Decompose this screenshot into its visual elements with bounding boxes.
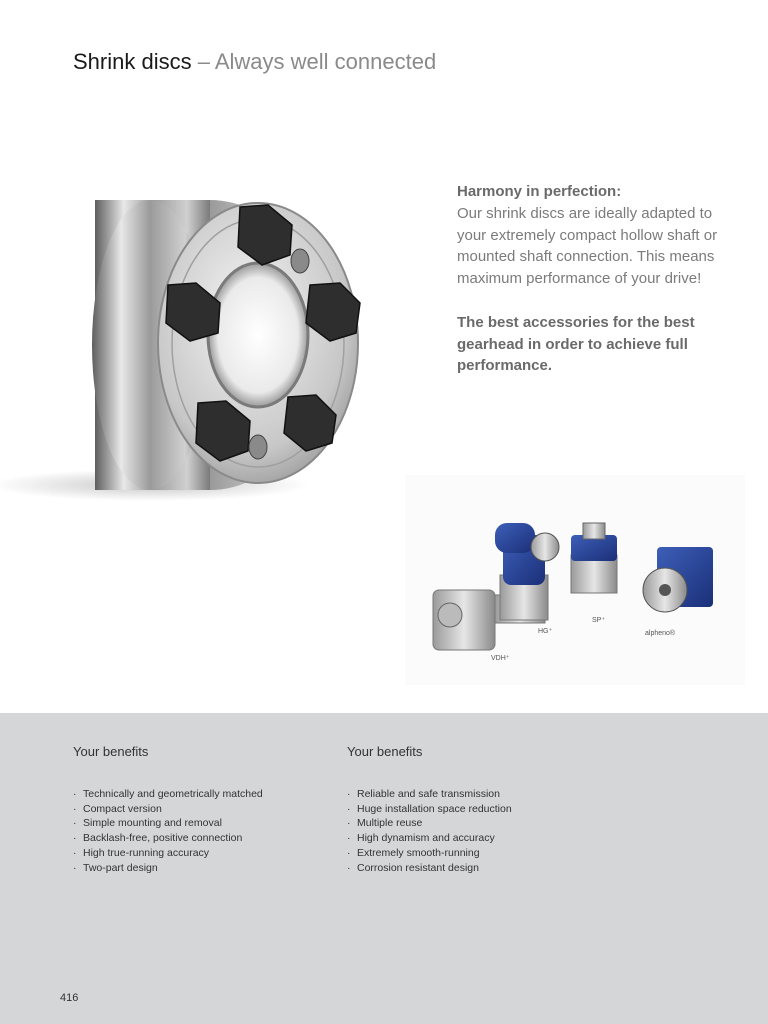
intro-body: Our shrink discs are ideally adapted to your extremely compact hollow shaft or mounted shaft connection. This means maximum performance of your drive! — [457, 204, 718, 288]
gearheads-illustration — [405, 475, 745, 685]
benefits-panel — [0, 713, 768, 1024]
list-item: · High dynamism and accuracy — [347, 832, 495, 845]
list-item: · Compact version — [73, 802, 162, 815]
benefits-right-title: Your benefits — [347, 744, 423, 759]
list-item: · Extremely smooth-running — [347, 846, 480, 859]
list-item: · Simple mounting and removal — [73, 817, 222, 830]
list-item: · Reliable and safe transmission — [347, 788, 500, 800]
list-item: · High true-running accuracy — [73, 846, 210, 859]
list-item: · Backlash-free, positive connection — [73, 832, 243, 845]
page-number: 416 — [60, 992, 79, 1004]
title-main: Shrink discs — [73, 49, 192, 74]
benefits-left-list — [73, 787, 333, 875]
list-item: · Two-part design — [73, 861, 158, 874]
page-title — [73, 49, 436, 75]
product-label-vdh: VDH⁺ — [491, 655, 510, 662]
gearheads-image — [405, 475, 745, 685]
benefits-left-title: Your benefits — [73, 744, 149, 759]
list-item: · Technically and geometrically matched — [73, 788, 263, 800]
intro-emphasis: The best accessories for the best gearhead in order to achieve full performance. — [457, 313, 695, 375]
intro-heading: Harmony in perfection: — [457, 183, 622, 200]
product-label-hg: HG⁺ — [538, 628, 553, 635]
benefits-left — [73, 744, 333, 875]
product-label-sp: SP⁺ — [592, 617, 606, 624]
shrink-disc-image — [0, 175, 400, 505]
benefits-right-list — [347, 787, 607, 875]
benefits-right — [347, 744, 607, 875]
list-item: · Multiple reuse — [347, 817, 423, 830]
list-item: · Huge installation space reduction — [347, 802, 512, 815]
intro-text — [457, 181, 737, 377]
title-sub: – Always well connected — [197, 49, 437, 74]
product-label-alpheno: alpheno® — [645, 630, 676, 637]
list-item: · Corrosion resistant design — [347, 861, 479, 874]
